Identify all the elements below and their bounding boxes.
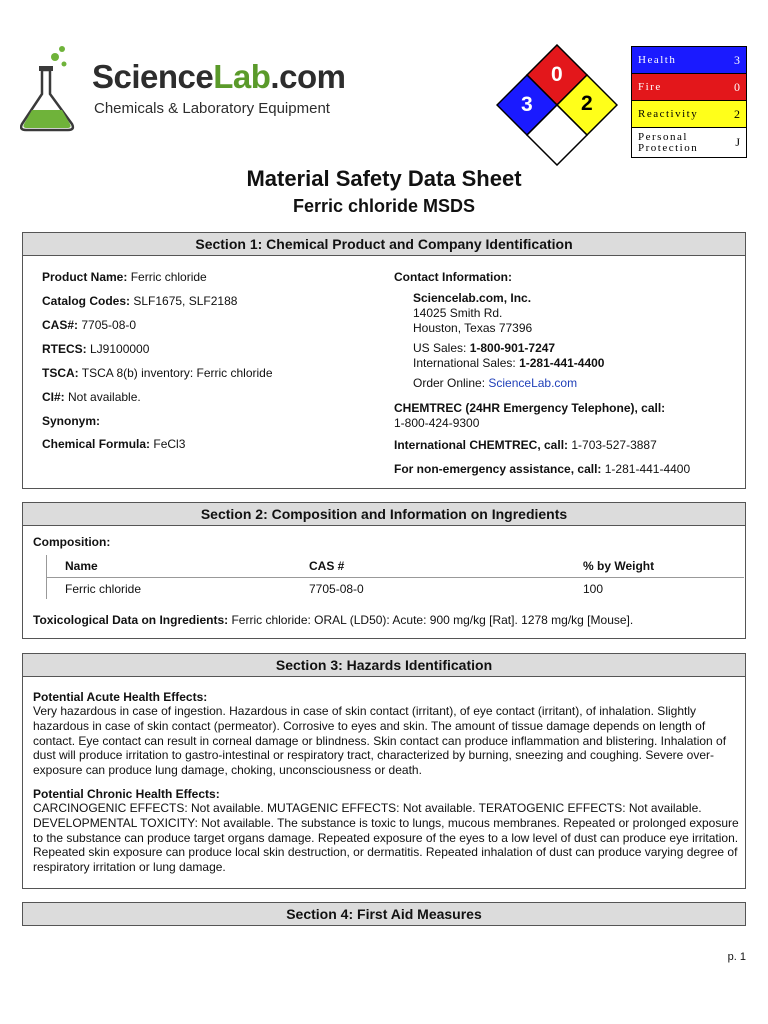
sciencelab-link[interactable]: ScienceLab.com [488, 376, 578, 390]
tsca-field: TSCA: TSCA 8(b) inventory: Ferric chloride [42, 366, 273, 380]
chronic-effects-title: Potential Chronic Health Effects: [33, 787, 220, 801]
logo-lab-text: Lab [213, 58, 271, 95]
logo-dotcom-text: .com [270, 58, 346, 95]
non-emergency-field: For non-emergency assistance, call: 1-281-441-4400 [394, 462, 691, 476]
section-4-box [22, 902, 746, 926]
chronic-effects-text: CARCINOGENIC EFFECTS: Not available. MUTAGENIC EFFECTS: Not available. TERATOGENIC EFFECTS: Not available. DEVELOPMENTAL TOXICITY: Not available. The substance is toxic to lungs, mucous membranes. Repeated or prolonged exposure to the substance can produce target organs damage. Repeated exposure of the eyes to a low level of dust can produce eye irritation. Repeated skin exposure can produce local skin destruction, or dermatitis. Repeated inhalation of dust can produce varying degree of respiratory irritation or lung damage. [33, 801, 739, 875]
cell-cas: 7705-08-0 [309, 582, 364, 596]
composition-table [46, 555, 744, 600]
document-title: Material Safety Data Sheet [246, 166, 522, 191]
order-online-field: Order Online: ScienceLab.com [413, 376, 578, 390]
chemtrec-phone: 1-800-424-9300 [394, 416, 480, 430]
hmis-fire-row: Fire 0 [632, 74, 746, 101]
acute-effects-text: Very hazardous in case of ingestion. Hazardous in case of skin contact (irritant), of eye contact (irritant), of inhalation. Slightly hazardous in case of skin contact (permeator). Corrosive to eyes and skin. The amount of tissue damage depends on length of contact. Eye contact can result in corneal damage or blindness. Skin contact can produce inflammation and blistering. Inhalation of dust will produce irritation to gastro-intestinal or respiratory tract, characterized by burning, sneezing and coughing. Severe over-exposure can produce lung damage, choking, unconsciousness or death. [33, 704, 727, 778]
section-2-header: Section 2: Composition and Information on Ingredients [23, 503, 745, 526]
section-1-header: Section 1: Chemical Product and Company Identification [23, 233, 745, 256]
address-line-2: Houston, Texas 77396 [413, 321, 533, 335]
us-sales-field: US Sales: 1-800-901-7247 [413, 341, 556, 355]
document-subtitle: Ferric chloride MSDS [292, 196, 476, 216]
composition-table-header [46, 555, 744, 577]
cell-weight: 100 [583, 582, 604, 596]
composition-label: Composition: [33, 535, 111, 549]
chemtrec-label: CHEMTREC (24HR Emergency Telephone), call: [394, 401, 666, 415]
synonym-field: Synonym: [42, 414, 101, 428]
column-header-weight: % by Weight [583, 559, 655, 573]
cell-name: Ferric chloride [65, 582, 142, 596]
acute-effects-title: Potential Acute Health Effects: [33, 690, 208, 704]
section-4-header: Section 4: First Aid Measures [23, 903, 745, 925]
section-3-header: Section 3: Hazards Identification [23, 654, 745, 677]
cas-field: CAS#: 7705-08-0 [42, 318, 137, 332]
nfpa-fire-rating: 0 [551, 63, 563, 86]
intl-chemtrec-field: International CHEMTREC, call: 1-703-527-3887 [394, 438, 657, 452]
nfpa-reactivity-rating: 2 [581, 92, 593, 115]
hmis-health-row: Health 3 [632, 47, 746, 74]
table-row [46, 577, 744, 600]
column-header-cas: CAS # [309, 559, 345, 573]
nfpa-health-rating: 3 [521, 93, 533, 116]
toxicological-data: Toxicological Data on Ingredients: Ferric chloride: ORAL (LD50): Acute: 900 mg/kg [Rat]. 1278 mg/kg [Mouse]. [33, 613, 634, 627]
logo-tagline: Chemicals & Laboratory Equipment [94, 100, 330, 117]
page-number: p. 1 [727, 951, 746, 963]
logo-science-text: Science [92, 58, 214, 95]
address-line-1: 14025 Smith Rd. [413, 306, 503, 320]
hmis-reactivity-row: Reactivity 2 [632, 101, 746, 128]
product-name-field: Product Name: Ferric chloride [42, 270, 207, 284]
column-header-name: Name [65, 559, 98, 573]
hazard-rating-table [631, 46, 747, 158]
intl-sales-field: International Sales: 1-281-441-4400 [413, 356, 605, 370]
hmis-protection-row: Personal Protection J [632, 128, 746, 157]
rtecs-field: RTECS: LJ9100000 [42, 342, 150, 356]
company-name: Sciencelab.com, Inc. [413, 291, 532, 305]
catalog-codes-field: Catalog Codes: SLF1675, SLF2188 [42, 294, 238, 308]
chemical-formula-field: Chemical Formula: FeCl3 [42, 437, 186, 451]
ci-field: CI#: Not available. [42, 390, 141, 404]
contact-info-label: Contact Information: [394, 270, 512, 284]
nfpa-diamond [496, 44, 618, 166]
logo-wordmark [92, 58, 345, 96]
